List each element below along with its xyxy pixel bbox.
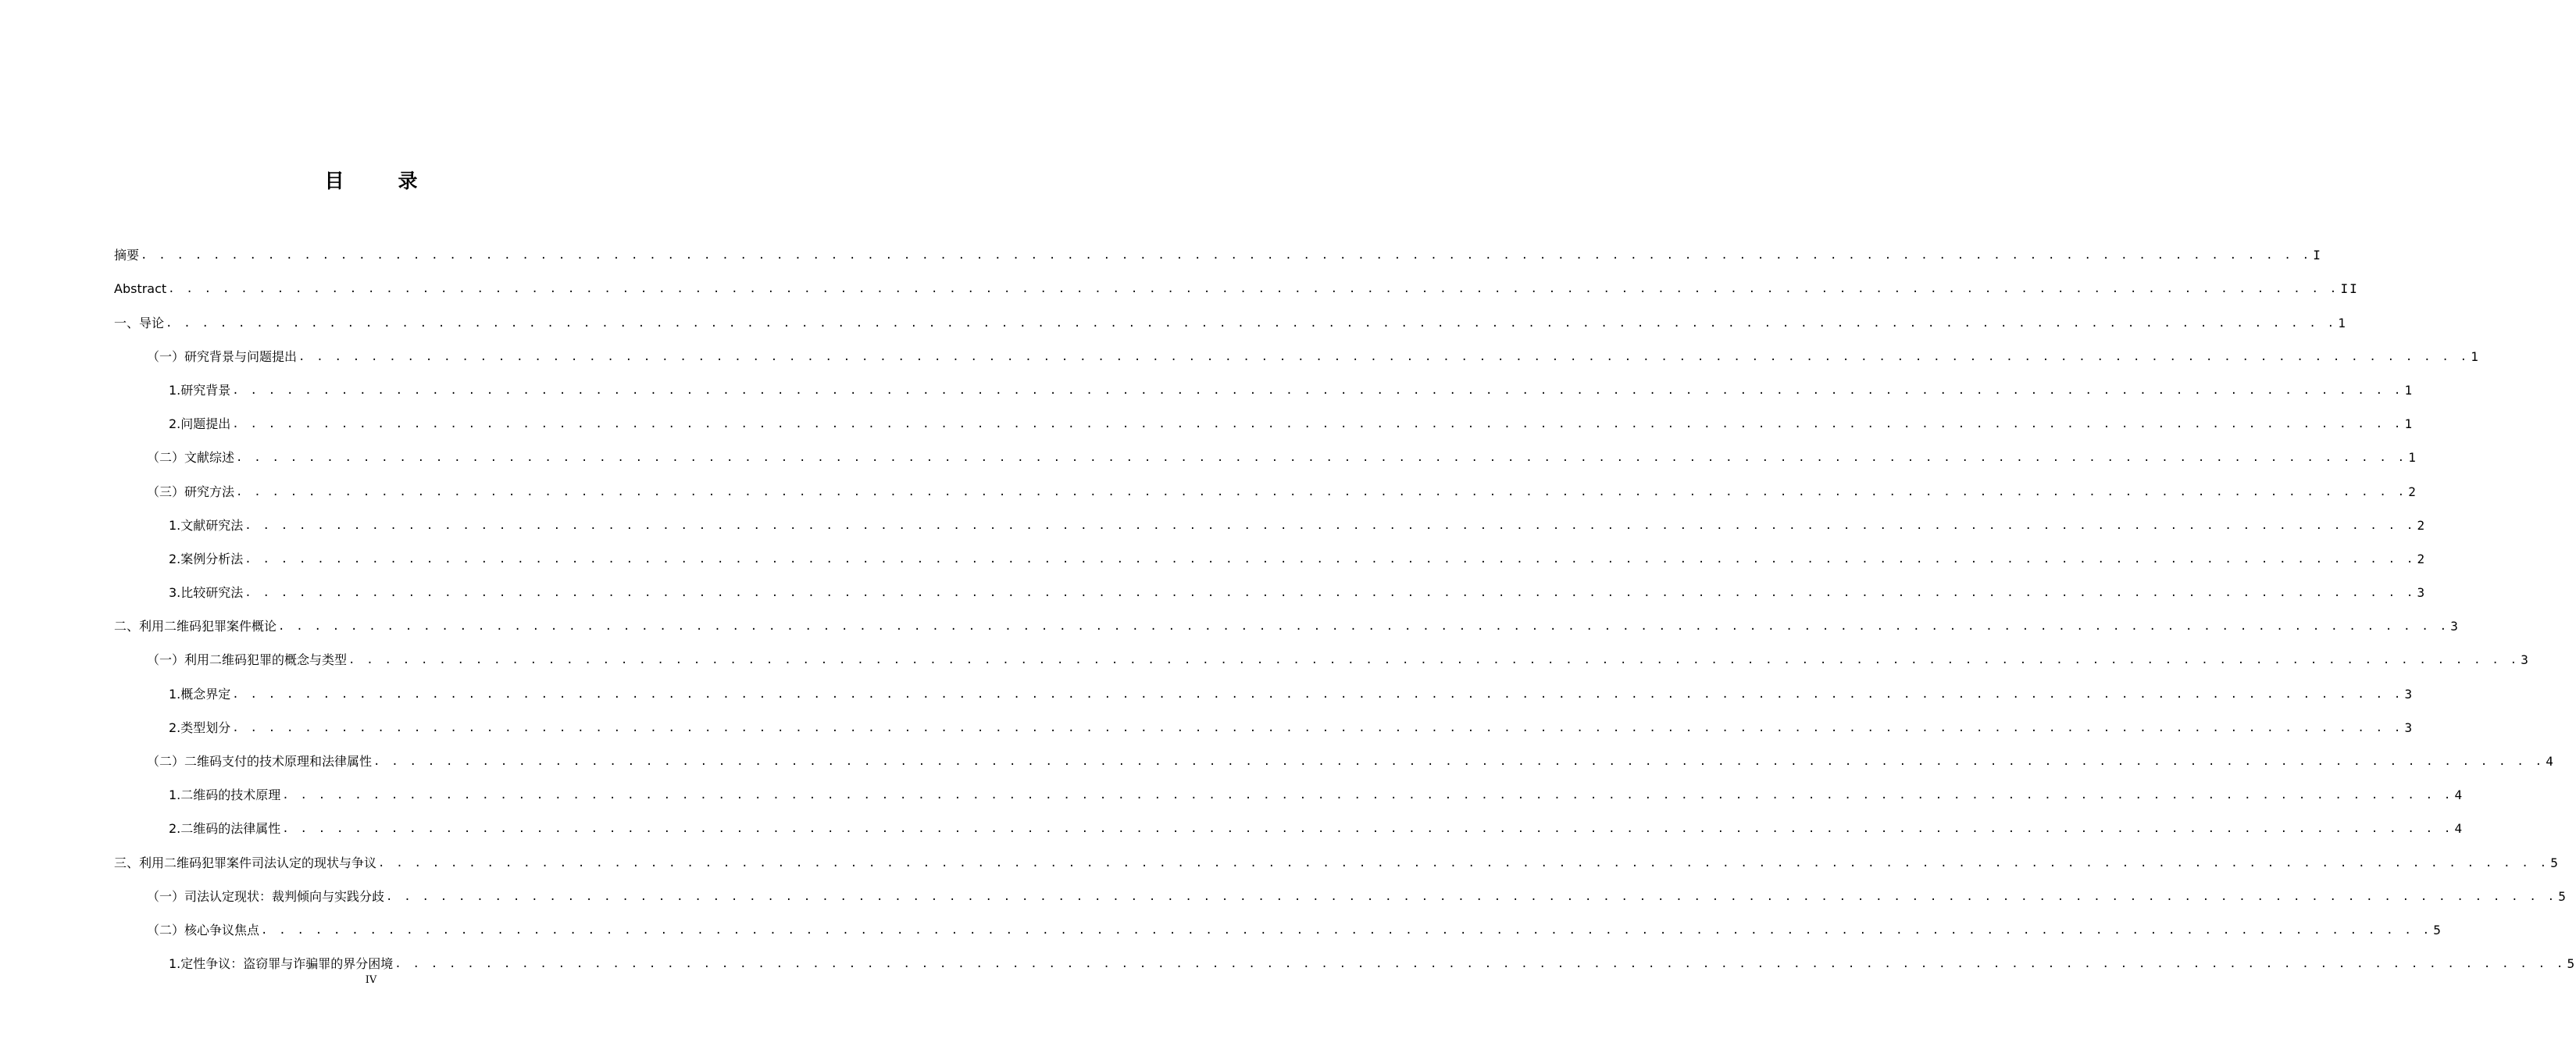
toc-entry[interactable] [114, 770, 2464, 803]
toc-entry[interactable] [114, 466, 2417, 499]
toc-leader-dots: . . . . . . . . . . . . . . . . . . . . . . . . . . . . . . . . . . . . . . . . . . . . . . . . . . . . . . . . . . . . . . . . . . . . . . . . . . . . . . . . . . . . . . . . . . . . . . . . . . . . . . . . . . . . . . . . . . . . . . . . [378, 856, 2549, 870]
toc-entry[interactable] [114, 567, 2427, 601]
toc-entry-page: 2 [2408, 484, 2417, 499]
toc-entry-label: 2.二维码的法律属性 [169, 821, 281, 837]
toc-entry-page: 1 [2408, 450, 2417, 466]
toc-leader-dots: . . . . . . . . . . . . . . . . . . . . . . . . . . . . . . . . . . . . . . . . . . . . . . . . . . . . . . . . . . . . . . . . . . . . . . . . . . . . . . . . . . . . . . . . . . . . . . . . . . . . . . . . . . . . . . . . . . . . . . . . [236, 485, 2407, 498]
toc-leader-dots: . . . . . . . . . . . . . . . . . . . . . . . . . . . . . . . . . . . . . . . . . . . . . . . . . . . . . . . . . . . . . . . . . . . . . . . . . . . . . . . . . . . . . . . . . . . . . . . . . . . . . . . . . . . . . . . . . . . . . . . . [261, 923, 2432, 937]
toc-entry[interactable] [114, 634, 2530, 668]
toc-entry[interactable] [114, 938, 2576, 972]
toc-leader-dots: . . . . . . . . . . . . . . . . . . . . . . . . . . . . . . . . . . . . . . . . . . . . . . . . . . . . . . . . . . . . . . . . . . . . . . . . . . . . . . . . . . . . . . . . . . . . . . . . . . . . . . . . . . . . . . . . . . . . . . . . [236, 452, 2407, 465]
toc-entry[interactable] [114, 837, 2560, 870]
toc-entry-page: 5 [2550, 855, 2560, 870]
toc-entry-label: （一）研究背景与问题提出 [147, 348, 298, 364]
toc-entry-label: （一）利用二维码犯罪的概念与类型 [147, 652, 348, 668]
toc-leader-dots: . . . . . . . . . . . . . . . . . . . . . . . . . . . . . . . . . . . . . . . . . . . . . . . . . . . . . . . . . . . . . . . . . . . . . . . . . . . . . . . . . . . . . . . . . . . . . . . . . . . . . . . . . . . . . . . . . . . . . . . . [278, 620, 2449, 634]
toc-entry-label: 一、导论 [114, 315, 165, 330]
page-number: IV [365, 974, 377, 986]
toc-entry-page: 1 [2471, 348, 2480, 364]
toc-entry-page: 4 [2546, 754, 2555, 769]
toc-leader-dots: . . . . . . . . . . . . . . . . . . . . . . . . . . . . . . . . . . . . . . . . . . . . . . . . . . . . . . . . . . . . . . . . . . . . . . . . . . . . . . . . . . . . . . . . . . . . . . . . . . . . . . . . . . . . . . . . . . . . . . . . [348, 654, 2520, 667]
toc-entry-page: 3 [2404, 686, 2414, 702]
table-of-contents [114, 230, 2576, 972]
toc-entry-label: 摘要 [114, 248, 140, 263]
toc-entry[interactable] [114, 736, 2555, 770]
toc-entry-page: 2 [2417, 551, 2427, 566]
toc-title: 目 录 [324, 170, 435, 192]
toc-entry-label: 2.类型划分 [169, 720, 231, 735]
toc-entry-page: 5 [2558, 888, 2567, 904]
toc-entry-label: （二）核心争议焦点 [147, 922, 260, 938]
toc-entry-label: 1.文献研究法 [169, 517, 244, 533]
toc-leader-dots: . . . . . . . . . . . . . . . . . . . . . . . . . . . . . . . . . . . . . . . . . . . . . . . . . . . . . . . . . . . . . . . . . . . . . . . . . . . . . . . . . . . . . . . . . . . . . . . . . . . . . . . . . . . . . . . . . . . . . . . . [232, 688, 2403, 701]
toc-entry[interactable] [114, 871, 2567, 905]
toc-leader-dots: . . . . . . . . . . . . . . . . . . . . . . . . . . . . . . . . . . . . . . . . . . . . . . . . . . . . . . . . . . . . . . . . . . . . . . . . . . . . . . . . . . . . . . . . . . . . . . . . . . . . . . . . . . . . . . . . . . . . . . . . [282, 823, 2453, 836]
toc-entry-label: 2.案例分析法 [169, 551, 244, 566]
toc-leader-dots: . . . . . . . . . . . . . . . . . . . . . . . . . . . . . . . . . . . . . . . . . . . . . . . . . . . . . . . . . . . . . . . . . . . . . . . . . . . . . . . . . . . . . . . . . . . . . . . . . . . . . . . . . . . . . . . . . . . . . . . . [282, 789, 2453, 802]
toc-entry[interactable] [114, 905, 2442, 938]
toc-entry-label: 1.概念界定 [169, 686, 231, 702]
toc-entry-page: 1 [2404, 382, 2414, 398]
toc-entry-page: 3 [2404, 720, 2414, 735]
toc-entry[interactable] [114, 331, 2480, 365]
toc-entry[interactable] [114, 398, 2414, 432]
toc-entry-label: 2.问题提出 [169, 416, 231, 432]
toc-entry-label: 三、利用二维码犯罪案件司法认定的现状与争议 [114, 855, 377, 870]
toc-entry-page: 5 [2433, 922, 2442, 938]
toc-entry-page: 3 [2521, 652, 2530, 668]
toc-leader-dots: . . . . . . . . . . . . . . . . . . . . . . . . . . . . . . . . . . . . . . . . . . . . . . . . . . . . . . . . . . . . . . . . . . . . . . . . . . . . . . . . . . . . . . . . . . . . . . . . . . . . . . . . . . . . . . . . . . . . . . . . [244, 552, 2416, 566]
toc-entry-page: II [2340, 281, 2359, 297]
toc-leader-dots: . . . . . . . . . . . . . . . . . . . . . . . . . . . . . . . . . . . . . . . . . . . . . . . . . . . . . . . . . . . . . . . . . . . . . . . . . . . . . . . . . . . . . . . . . . . . . . . . . . . . . . . . . . . . . . . . . . . . . . . . [244, 587, 2416, 600]
toc-leader-dots: . . . . . . . . . . . . . . . . . . . . . . . . . . . . . . . . . . . . . . . . . . . . . . . . . . . . . . . . . . . . . . . . . . . . . . . . . . . . . . . . . . . . . . . . . . . . . . . . . . . . . . . . . . . . . . . . . . . . . . . . [232, 418, 2403, 431]
toc-entry-page: 4 [2454, 821, 2464, 837]
toc-entry[interactable] [114, 297, 2347, 330]
toc-entry[interactable] [114, 702, 2414, 736]
toc-entry-label: Abstract [114, 281, 167, 297]
toc-entry[interactable] [114, 365, 2414, 398]
toc-entry-label: （二）文献综述 [147, 450, 235, 466]
toc-entry[interactable] [114, 803, 2464, 837]
toc-leader-dots: . . . . . . . . . . . . . . . . . . . . . . . . . . . . . . . . . . . . . . . . . . . . . . . . . . . . . . . . . . . . . . . . . . . . . . . . . . . . . . . . . . . . . . . . . . . . . . . . . . . . . . . . . . . . . . . . . . . . . . . . [298, 350, 2470, 363]
toc-entry-page: 3 [2417, 585, 2427, 601]
toc-leader-dots: . . . . . . . . . . . . . . . . . . . . . . . . . . . . . . . . . . . . . . . . . . . . . . . . . . . . . . . . . . . . . . . . . . . . . . . . . . . . . . . . . . . . . . . . . . . . . . . . . . . . . . . . . . . . . . . . . . . . . . . . [141, 249, 2312, 262]
toc-entry-label: 1.二维码的技术原理 [169, 788, 281, 803]
toc-entry-label: 3.比较研究法 [169, 585, 244, 601]
toc-entry-page: 1 [2338, 315, 2347, 330]
toc-leader-dots: . . . . . . . . . . . . . . . . . . . . . . . . . . . . . . . . . . . . . . . . . . . . . . . . . . . . . . . . . . . . . . . . . . . . . . . . . . . . . . . . . . . . . . . . . . . . . . . . . . . . . . . . . . . . . . . . . . . . . . . . [394, 958, 2566, 971]
toc-leader-dots: . . . . . . . . . . . . . . . . . . . . . . . . . . . . . . . . . . . . . . . . . . . . . . . . . . . . . . . . . . . . . . . . . . . . . . . . . . . . . . . . . . . . . . . . . . . . . . . . . . . . . . . . . . . . . . . . . . . . . . . . [232, 721, 2403, 734]
toc-entry-label: （二）二维码支付的技术原理和法律属性 [147, 754, 373, 769]
toc-entry[interactable] [114, 263, 2359, 297]
toc-leader-dots: . . . . . . . . . . . . . . . . . . . . . . . . . . . . . . . . . . . . . . . . . . . . . . . . . . . . . . . . . . . . . . . . . . . . . . . . . . . . . . . . . . . . . . . . . . . . . . . . . . . . . . . . . . . . . . . . . . . . . . . . [166, 316, 2337, 330]
toc-entry-label: 1.研究背景 [169, 382, 231, 398]
toc-entry-page: 4 [2454, 788, 2464, 803]
toc-leader-dots: . . . . . . . . . . . . . . . . . . . . . . . . . . . . . . . . . . . . . . . . . . . . . . . . . . . . . . . . . . . . . . . . . . . . . . . . . . . . . . . . . . . . . . . . . . . . . . . . . . . . . . . . . . . . . . . . . . . . . . . . [244, 519, 2416, 532]
toc-entry-page: 1 [2404, 416, 2414, 432]
toc-entry[interactable] [114, 534, 2427, 567]
toc-entry[interactable] [114, 500, 2427, 534]
toc-entry[interactable] [114, 230, 2322, 263]
toc-entry[interactable] [114, 601, 2460, 634]
toc-leader-dots: . . . . . . . . . . . . . . . . . . . . . . . . . . . . . . . . . . . . . . . . . . . . . . . . . . . . . . . . . . . . . . . . . . . . . . . . . . . . . . . . . . . . . . . . . . . . . . . . . . . . . . . . . . . . . . . . . . . . . . . . [373, 755, 2545, 768]
toc-entry-page: I [2313, 248, 2322, 263]
toc-leader-dots: . . . . . . . . . . . . . . . . . . . . . . . . . . . . . . . . . . . . . . . . . . . . . . . . . . . . . . . . . . . . . . . . . . . . . . . . . . . . . . . . . . . . . . . . . . . . . . . . . . . . . . . . . . . . . . . . . . . . . . . . [168, 283, 2339, 296]
toc-entry-label: （三）研究方法 [147, 484, 235, 499]
toc-entry-page: 5 [2567, 956, 2576, 972]
toc-leader-dots: . . . . . . . . . . . . . . . . . . . . . . . . . . . . . . . . . . . . . . . . . . . . . . . . . . . . . . . . . . . . . . . . . . . . . . . . . . . . . . . . . . . . . . . . . . . . . . . . . . . . . . . . . . . . . . . . . . . . . . . . [232, 384, 2403, 397]
toc-entry-label: （一）司法认定现状：裁判倾向与实践分歧 [147, 888, 385, 904]
toc-entry-page: 3 [2450, 619, 2460, 634]
toc-entry[interactable] [114, 668, 2414, 702]
toc-entry[interactable] [114, 432, 2417, 466]
toc-entry-page: 2 [2417, 517, 2427, 533]
toc-entry-label: 二、利用二维码犯罪案件概论 [114, 619, 277, 634]
toc-leader-dots: . . . . . . . . . . . . . . . . . . . . . . . . . . . . . . . . . . . . . . . . . . . . . . . . . . . . . . . . . . . . . . . . . . . . . . . . . . . . . . . . . . . . . . . . . . . . . . . . . . . . . . . . . . . . . . . . . . . . . . . . [386, 890, 2557, 903]
toc-entry-label: 1.定性争议：盗窃罪与诈骗罪的界分困境 [169, 956, 394, 972]
